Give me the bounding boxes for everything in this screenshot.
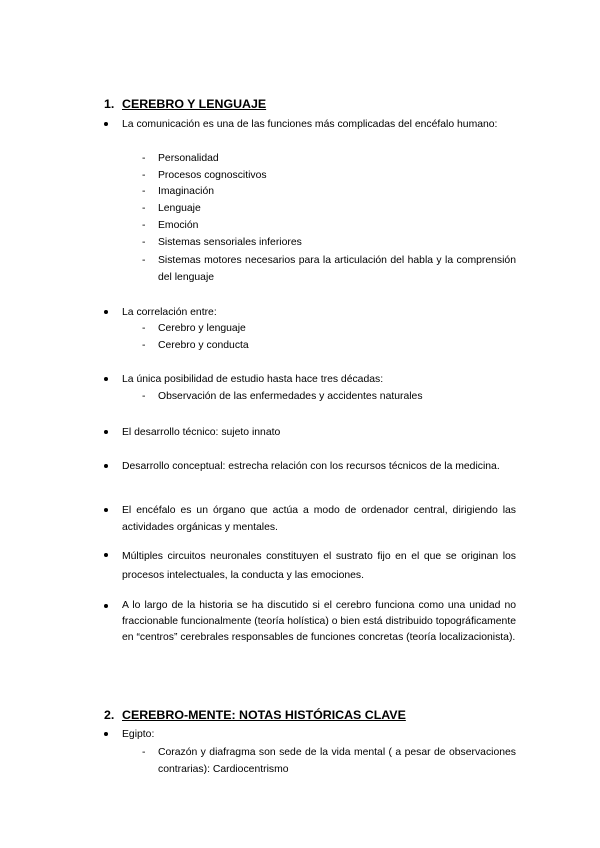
bullet-posibilidad-estudio <box>104 371 516 388</box>
bullet-dot <box>104 464 108 468</box>
bullet-correlacion <box>104 304 516 321</box>
bullet-text: Múltiples circuitos neuronales constituyen el sustrato fijo en el que se originan los procesos intelectuales, la conducta y las emociones. <box>122 551 516 581</box>
sub-item: - Corazón y diafragma son sede de la vida mental ( a pesar de observaciones contrarias): Cardiocentrismo <box>142 747 516 775</box>
sub-item: - Sistemas sensoriales inferiores <box>142 237 302 248</box>
bullet-dot <box>104 732 108 736</box>
section-2-title: CEREBRO-MENTE: NOTAS HISTÓRICAS CLAVE <box>122 708 406 722</box>
bullet-dot <box>104 122 108 126</box>
bullet-desarrollo-tecnico <box>104 424 516 441</box>
bullet-dot <box>104 310 108 314</box>
bullet-dot <box>104 553 108 557</box>
bullet-text: El desarrollo técnico: sujeto innato <box>122 427 281 438</box>
bullet-encefalo <box>104 502 516 536</box>
sub-item: - Observación de las enfermedades y accidentes naturales <box>142 391 423 402</box>
bullet-dot <box>104 377 108 381</box>
section-2-heading <box>104 708 406 722</box>
bullet-dot <box>104 508 108 512</box>
sub-item: - Sistemas motores necesarios para la articulación del habla y la comprensión del lenguaje <box>142 255 516 283</box>
bullet-comunicacion <box>104 116 516 133</box>
section-1-number: 1. <box>104 97 115 111</box>
bullet-text: A lo largo de la historia se ha discutido si el cerebro funciona como una unidad no fraccionable funcionalmente (teoría holística) o bien está distribuido topográficamente en “centros” cerebrales responsables de funciones concretas (teoría localizacionista). <box>122 600 516 643</box>
bullet-text: Desarrollo conceptual: estrecha relación con los recursos técnicos de la medicina. <box>122 461 500 472</box>
bullet-dot <box>104 430 108 434</box>
bullet-text: La comunicación es una de las funciones más complicadas del encéfalo humano: <box>122 119 498 130</box>
bullet-text: La correlación entre: <box>122 307 217 318</box>
bullet-text: Egipto: <box>122 729 155 740</box>
bullet-text: El encéfalo es un órgano que actúa a modo de ordenador central, dirigiendo las actividades orgánicas y mentales. <box>122 505 516 533</box>
section-1-title: CEREBRO Y LENGUAJE <box>122 97 267 111</box>
sub-item: - Personalidad <box>142 153 219 164</box>
section-1-heading <box>104 97 266 111</box>
sub-item: - Cerebro y conducta <box>142 340 249 351</box>
bullet-desarrollo-conceptual <box>104 458 516 475</box>
sub-item: - Cerebro y lenguaje <box>142 323 246 334</box>
sub-item: - Procesos cognoscitivos <box>142 170 267 181</box>
bullet-circuitos <box>104 547 516 585</box>
section-2-number: 2. <box>104 708 115 722</box>
bullet-historia <box>104 598 516 646</box>
sub-item: - Emoción <box>142 220 199 231</box>
bullet-text: La única posibilidad de estudio hasta hace tres décadas: <box>122 374 384 385</box>
bullet-egipto <box>104 726 516 743</box>
bullet-dot <box>104 604 108 608</box>
sub-item: - Imaginación <box>142 186 215 197</box>
sub-item: - Lenguaje <box>142 203 201 214</box>
